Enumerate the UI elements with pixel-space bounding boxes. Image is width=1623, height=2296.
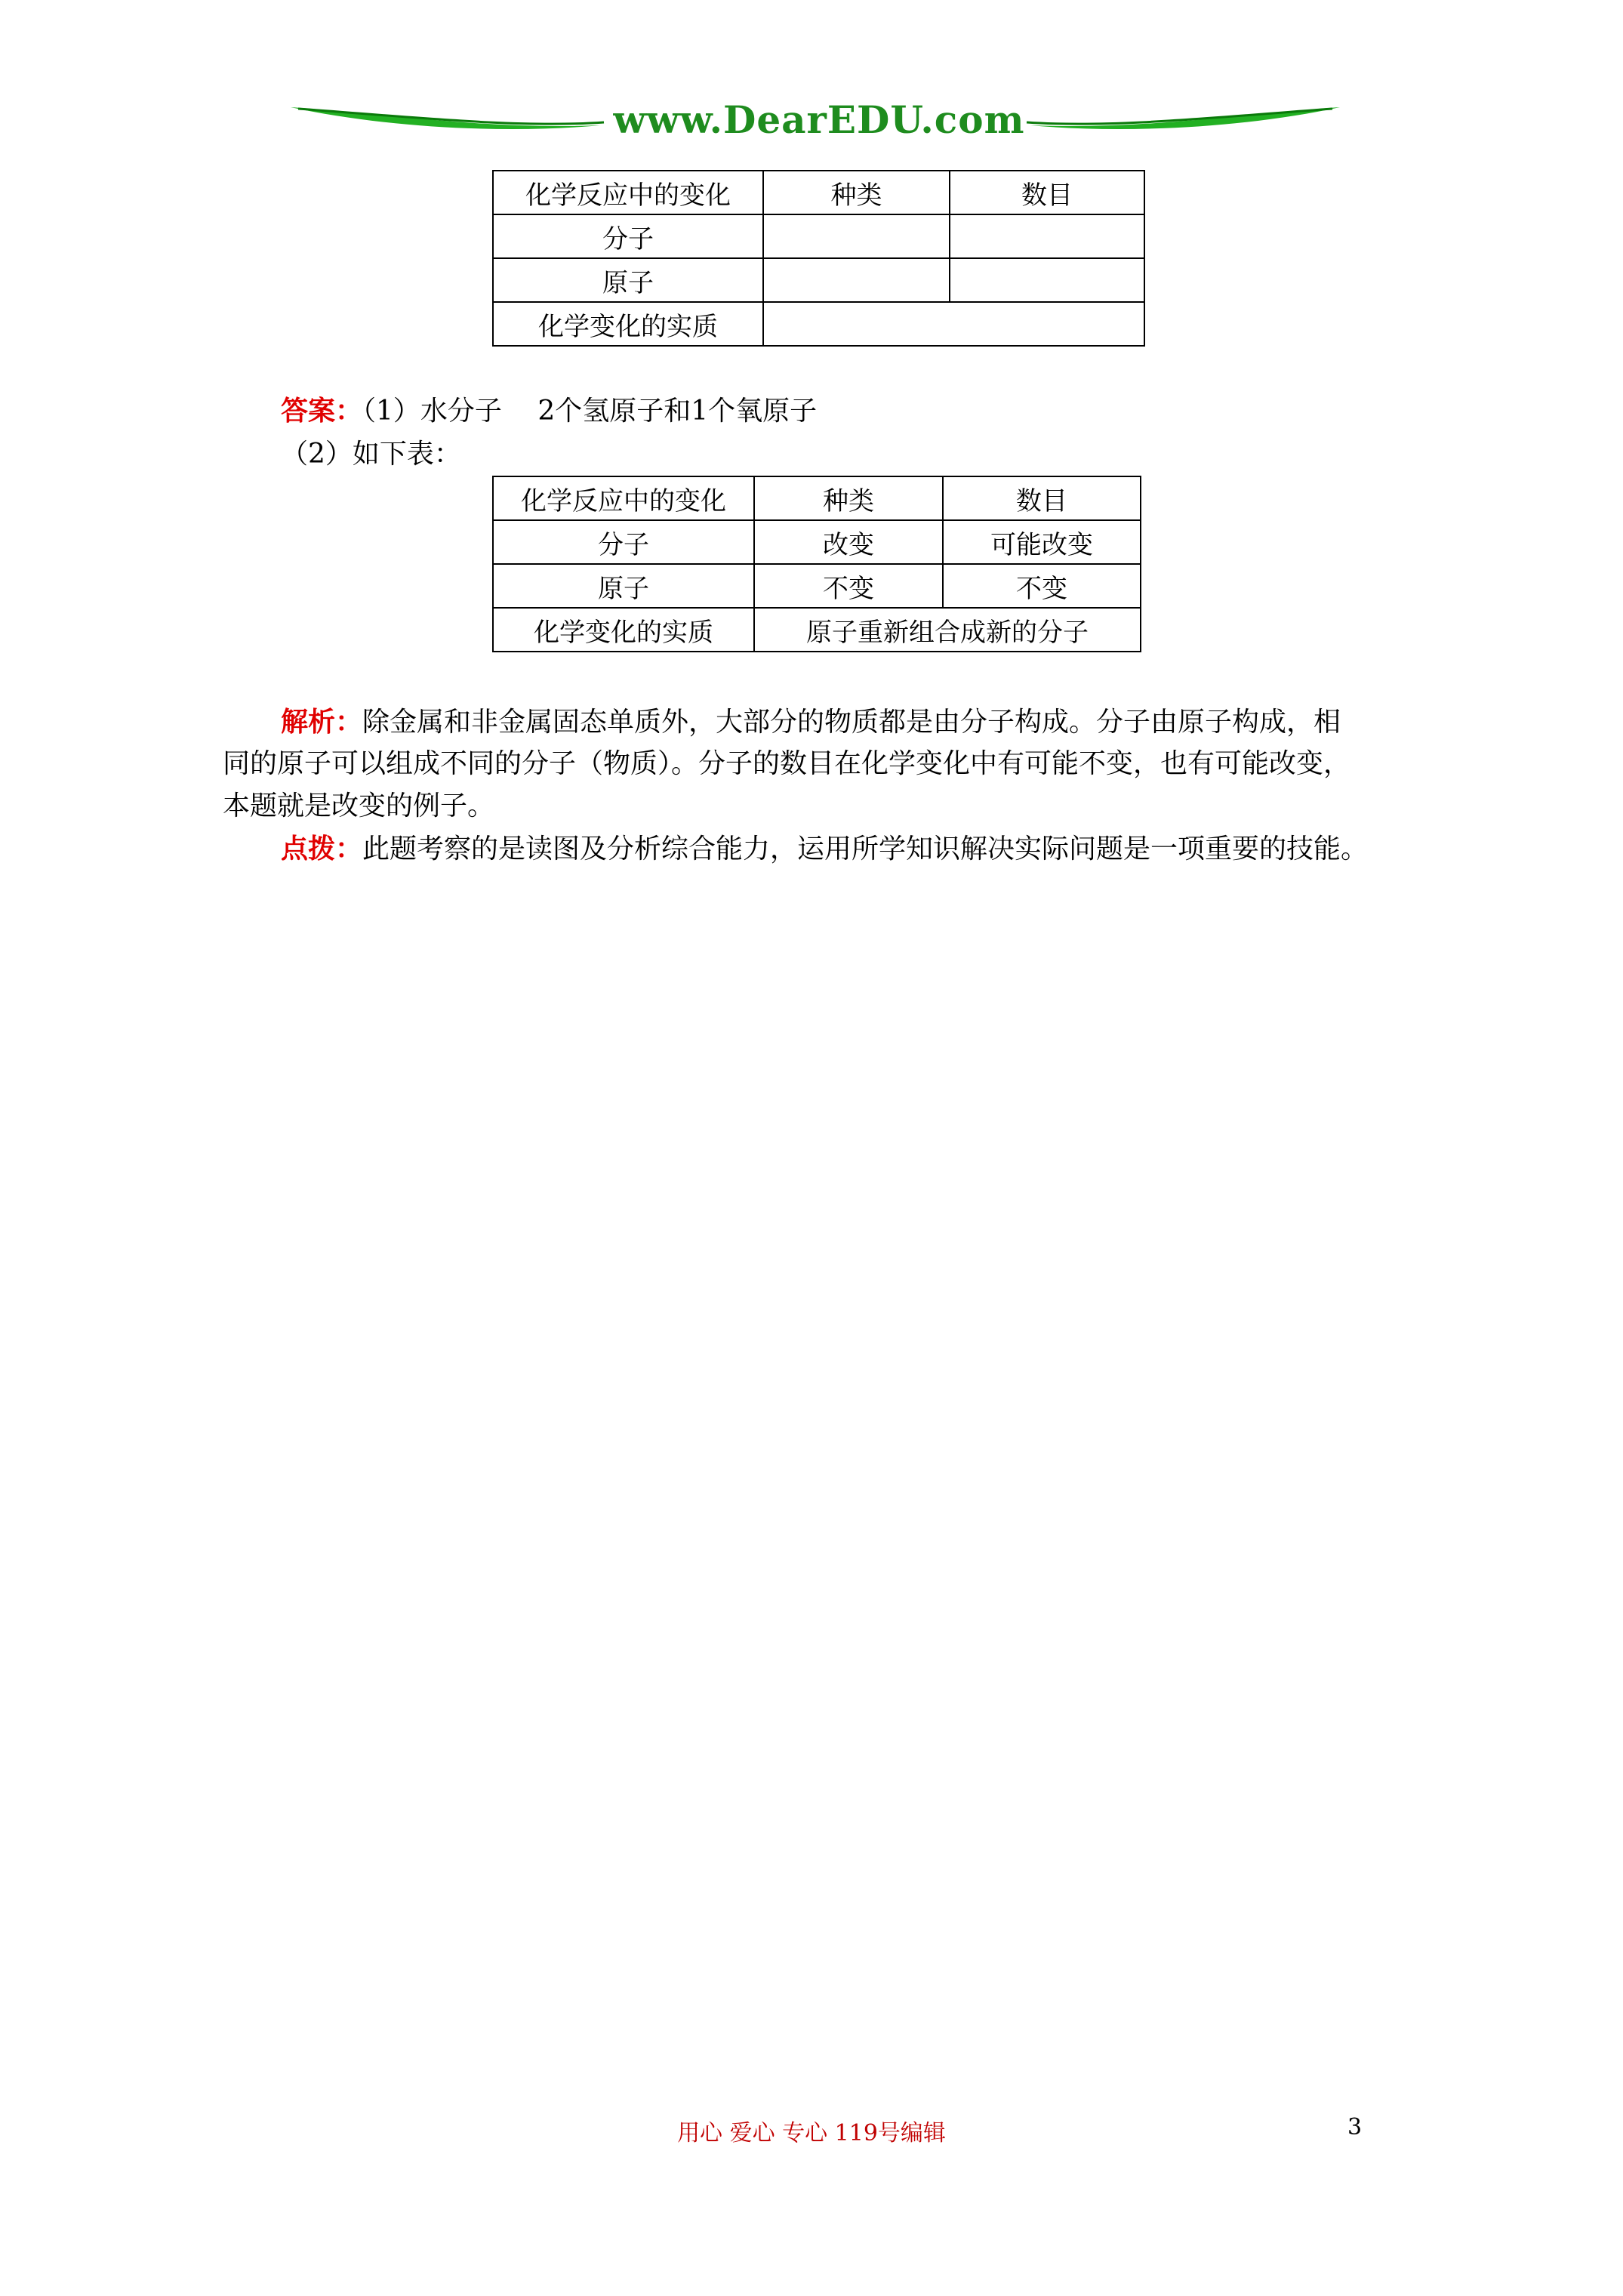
table-row xyxy=(493,214,1144,258)
analysis-text: 除金属和非金属固态单质外，大部分的物质都是由分子构成。分子由原子构成，相 xyxy=(362,707,1341,738)
analysis-line-3: 本题就是改变的例子。 xyxy=(223,791,495,821)
table-cell xyxy=(950,258,1144,302)
page-number: 3 xyxy=(1347,2114,1363,2140)
analysis-label: 解析： xyxy=(281,706,363,738)
table-row xyxy=(493,608,1141,652)
table-cell: 化学变化的实质 xyxy=(493,608,754,652)
answer-table xyxy=(492,476,1141,652)
table-cell: 改变 xyxy=(754,520,943,564)
answer-label: 答案： xyxy=(281,395,363,427)
table-cell xyxy=(763,258,950,302)
table-cell: 可能改变 xyxy=(943,520,1141,564)
table-cell xyxy=(763,214,950,258)
header-cell: 种类 xyxy=(763,171,950,214)
logo-text: www.DearEDU.com xyxy=(613,97,1025,142)
answer-part1: （1）水分子 2个氢原子和1个氧原子 xyxy=(362,396,818,427)
table-cell: 化学变化的实质 xyxy=(493,302,763,346)
analysis-line-2: 同的原子可以组成不同的分子（物质）。分子的数目在化学变化中有可能不变，也有可能改变， xyxy=(223,748,1351,779)
footer-text: 用心 爱心 专心 119号编辑 xyxy=(677,2120,946,2147)
table-row xyxy=(493,258,1144,302)
table-cell: 原子 xyxy=(493,564,754,608)
table-row xyxy=(493,564,1141,608)
table-cell: 原子 xyxy=(493,258,763,302)
analysis-line-1 xyxy=(281,701,1341,744)
answer-line-1 xyxy=(281,390,817,433)
table-cell: 不变 xyxy=(754,564,943,608)
site-logo xyxy=(291,91,1340,159)
header-cell: 化学反应中的变化 xyxy=(493,476,754,520)
table-cell: 不变 xyxy=(943,564,1141,608)
header-cell: 数目 xyxy=(950,171,1144,214)
table-row xyxy=(493,520,1141,564)
table-header-row xyxy=(493,171,1144,214)
question-table xyxy=(492,170,1145,347)
header-cell: 种类 xyxy=(754,476,943,520)
table-cell xyxy=(950,214,1144,258)
tip-text: 此题考察的是读图及分析综合能力，运用所学知识解决实际问题是一项重要的技能。 xyxy=(362,834,1369,864)
table-cell: 分子 xyxy=(493,520,754,564)
header-cell: 数目 xyxy=(943,476,1141,520)
table-row xyxy=(493,302,1144,346)
answer-line-2: （2）如下表： xyxy=(281,439,461,470)
table-cell xyxy=(763,302,1144,346)
header-cell: 化学反应中的变化 xyxy=(493,171,763,214)
table-header-row xyxy=(493,476,1141,520)
tip-label: 点拨： xyxy=(281,833,363,864)
table-cell: 原子重新组合成新的分子 xyxy=(754,608,1141,652)
tip-line xyxy=(281,827,1368,871)
table-cell: 分子 xyxy=(493,214,763,258)
